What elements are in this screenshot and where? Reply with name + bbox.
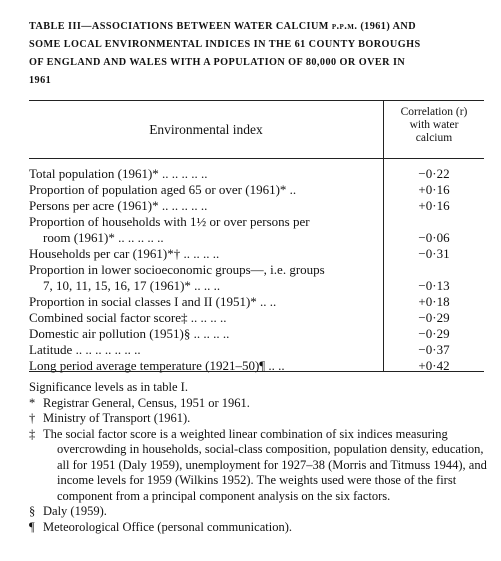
caption-line: TABLE III—ASSOCIATIONS BETWEEN WATER CALCIUM p.p.m. (1961) AND — [29, 21, 417, 32]
caption-line: 1961 — [29, 75, 52, 86]
footnote-mark: * — [29, 395, 36, 410]
footnote-mark: † — [29, 411, 36, 425]
table-row — [29, 182, 484, 198]
significance-note: Significance levels as in table I. — [29, 380, 188, 394]
row-label: Long period average temperature (1921–50)¶ .. .. — [29, 358, 285, 373]
row-label-line: room (1961)* .. .. .. .. .. — [43, 230, 164, 245]
row-label — [29, 262, 379, 294]
footnote — [29, 427, 489, 505]
table-row — [29, 262, 484, 294]
row-value: +0·16 — [418, 198, 450, 213]
row-value: −0·22 — [418, 166, 450, 181]
row-label: Combined social factor score‡ .. .. .. .. — [29, 310, 227, 325]
row-label — [29, 214, 379, 246]
row-label-line: Proportion in lower socioeconomic groups—, i.e. groups — [29, 262, 325, 277]
row-label: Domestic air pollution (1951)§ .. .. .. .. — [29, 326, 230, 341]
header-line: calcium — [415, 132, 453, 144]
footnote — [29, 504, 489, 520]
footnote — [29, 520, 489, 536]
row-label: Proportion in social classes I and II (1951)* .. .. — [29, 294, 277, 309]
row-label: Proportion of population aged 65 or over (1961)* .. — [29, 182, 297, 197]
caption-line: OF ENGLAND AND WALES WITH A POPULATION OF 80,000 OR OVER IN — [29, 57, 406, 68]
row-value: +0·16 — [418, 182, 450, 197]
table-caption — [29, 18, 484, 90]
table-row — [29, 166, 484, 182]
footnote-text: Meteorological Office (personal communication). — [43, 519, 292, 534]
table-row — [29, 246, 484, 262]
top-rule — [29, 100, 484, 101]
row-value: −0·06 — [418, 230, 450, 245]
footnote-text: Ministry of Transport (1961). — [43, 411, 191, 425]
row-value: −0·29 — [418, 310, 450, 325]
footnote-mark: § — [29, 504, 36, 518]
footnote-text: The social factor score is a weighted linear combination of six indices measuring overcrowding in households, social-class composition, population density, education, all for 1951 (Daly 1959), unemployment for 1927–38 (Morris and Titmuss 1944), and income levels for 1959 (Wilkins 1952). The weights used were those of the first component from a principal component analysis on the six factors. — [43, 426, 487, 503]
footnote-text: Daly (1959). — [43, 504, 107, 518]
table-row — [29, 294, 484, 310]
column-header-correlation — [384, 106, 484, 145]
footnote-mark: ‡ — [29, 426, 36, 441]
table-row — [29, 326, 484, 342]
row-label: Total population (1961)* .. .. .. .. .. — [29, 166, 208, 181]
table-row — [29, 214, 484, 246]
header-line: with water — [409, 119, 459, 131]
footnote — [29, 396, 489, 412]
footnote-mark: ¶ — [29, 519, 35, 534]
caption-line: SOME LOCAL ENVIRONMENTAL INDICES IN THE 61 COUNTY BOROUGHS — [29, 39, 421, 50]
bottom-rule — [29, 371, 484, 372]
row-value: −0·13 — [418, 278, 450, 293]
row-value: −0·29 — [418, 326, 450, 341]
table-row — [29, 198, 484, 214]
row-label-line: Proportion of households with 1½ or over persons per — [29, 214, 310, 229]
column-header-index: Environmental index — [149, 122, 263, 137]
header-line: Correlation (r) — [400, 106, 468, 118]
header-rule — [29, 158, 484, 159]
row-label: Households per car (1961)*† .. .. .. .. — [29, 246, 220, 261]
footnote-text: Registrar General, Census, 1951 or 1961. — [43, 395, 250, 410]
table-row — [29, 342, 484, 358]
row-value: −0·31 — [418, 246, 450, 261]
footnote — [29, 411, 489, 427]
row-value: +0·18 — [418, 294, 450, 309]
row-label: Latitude .. .. .. .. .. .. .. — [29, 342, 141, 357]
footnotes — [29, 380, 489, 535]
row-value: −0·37 — [418, 342, 450, 357]
row-label-line: 7, 10, 11, 15, 16, 17 (1961)* .. .. .. — [43, 278, 221, 293]
row-label: Persons per acre (1961)* .. .. .. .. .. — [29, 198, 208, 213]
row-value: +0·42 — [418, 358, 450, 373]
table-row — [29, 310, 484, 326]
table-body — [29, 166, 484, 374]
